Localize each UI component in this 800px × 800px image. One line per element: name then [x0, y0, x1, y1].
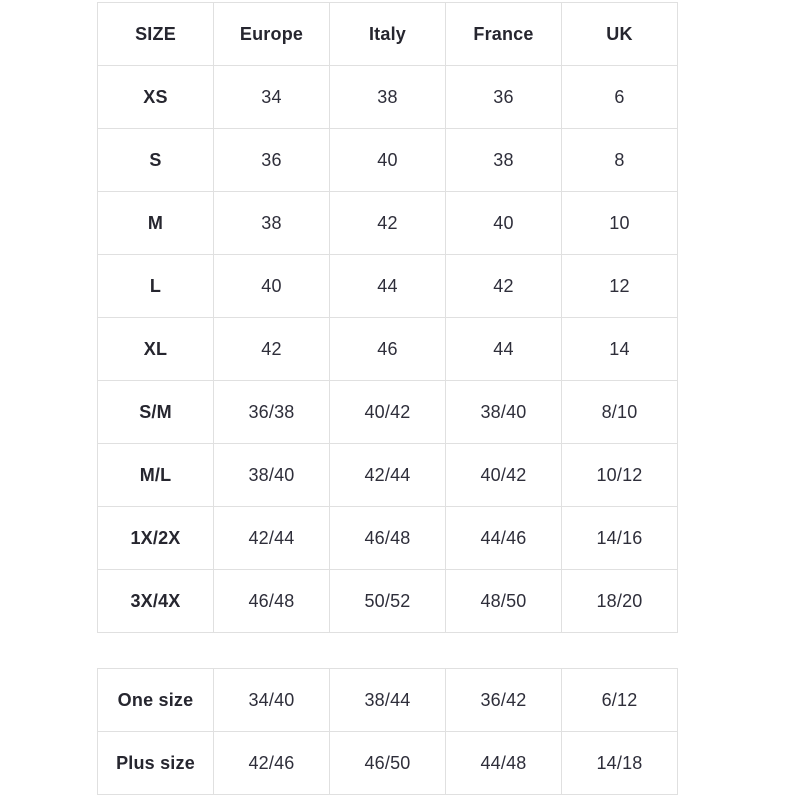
size-value-cell: 38: [330, 66, 446, 129]
size-value-cell: 46/50: [330, 732, 446, 795]
size-value-cell: 38: [214, 192, 330, 255]
size-value-cell: 8: [562, 129, 678, 192]
size-value-cell: 36/42: [446, 669, 562, 732]
size-value-cell: 44: [446, 318, 562, 381]
size-value-cell: 38/44: [330, 669, 446, 732]
header-row: [98, 3, 678, 66]
row-size-label: XL: [98, 318, 214, 381]
size-value-cell: 44/46: [446, 507, 562, 570]
size-value-cell: 42/46: [214, 732, 330, 795]
size-value-cell: 14: [562, 318, 678, 381]
special-size-table: [97, 668, 678, 795]
table-row: [98, 507, 678, 570]
table-row: [98, 129, 678, 192]
row-size-label: XS: [98, 66, 214, 129]
size-value-cell: 34: [214, 66, 330, 129]
size-value-cell: 46/48: [330, 507, 446, 570]
size-value-cell: 10/12: [562, 444, 678, 507]
size-conversion-table: [97, 2, 678, 633]
size-value-cell: 38/40: [446, 381, 562, 444]
table-row: [98, 570, 678, 633]
size-value-cell: 42/44: [330, 444, 446, 507]
row-size-label: S/M: [98, 381, 214, 444]
table-row: [98, 732, 678, 795]
row-size-label: M: [98, 192, 214, 255]
table-row: [98, 255, 678, 318]
size-value-cell: 42/44: [214, 507, 330, 570]
size-value-cell: 36/38: [214, 381, 330, 444]
table-row: [98, 66, 678, 129]
size-value-cell: 34/40: [214, 669, 330, 732]
table-row: [98, 318, 678, 381]
table-row: [98, 669, 678, 732]
size-value-cell: 40: [330, 129, 446, 192]
size-value-cell: 6/12: [562, 669, 678, 732]
size-value-cell: 38: [446, 129, 562, 192]
table-gap-spacer: [97, 633, 678, 668]
row-size-label: One size: [98, 669, 214, 732]
column-header: SIZE: [98, 3, 214, 66]
table-row: [98, 192, 678, 255]
row-size-label: 1X/2X: [98, 507, 214, 570]
row-size-label: S: [98, 129, 214, 192]
size-value-cell: 18/20: [562, 570, 678, 633]
size-value-cell: 40: [446, 192, 562, 255]
size-chart-container: [97, 2, 678, 795]
column-header: France: [446, 3, 562, 66]
special-size-table-body: [98, 669, 678, 795]
size-value-cell: 36: [214, 129, 330, 192]
size-value-cell: 36: [446, 66, 562, 129]
size-value-cell: 48/50: [446, 570, 562, 633]
size-value-cell: 14/16: [562, 507, 678, 570]
size-value-cell: 40/42: [446, 444, 562, 507]
size-value-cell: 6: [562, 66, 678, 129]
size-value-cell: 42: [330, 192, 446, 255]
row-size-label: L: [98, 255, 214, 318]
size-value-cell: 8/10: [562, 381, 678, 444]
size-value-cell: 14/18: [562, 732, 678, 795]
size-table-header: [98, 3, 678, 66]
row-size-label: 3X/4X: [98, 570, 214, 633]
size-value-cell: 42: [214, 318, 330, 381]
table-row: [98, 381, 678, 444]
column-header: UK: [562, 3, 678, 66]
size-value-cell: 40/42: [330, 381, 446, 444]
size-value-cell: 46/48: [214, 570, 330, 633]
table-row: [98, 444, 678, 507]
size-table-body: [98, 66, 678, 633]
size-value-cell: 44: [330, 255, 446, 318]
column-header: Europe: [214, 3, 330, 66]
size-value-cell: 50/52: [330, 570, 446, 633]
size-value-cell: 38/40: [214, 444, 330, 507]
size-value-cell: 12: [562, 255, 678, 318]
size-value-cell: 10: [562, 192, 678, 255]
size-value-cell: 46: [330, 318, 446, 381]
row-size-label: M/L: [98, 444, 214, 507]
column-header: Italy: [330, 3, 446, 66]
row-size-label: Plus size: [98, 732, 214, 795]
size-value-cell: 40: [214, 255, 330, 318]
size-value-cell: 42: [446, 255, 562, 318]
size-value-cell: 44/48: [446, 732, 562, 795]
